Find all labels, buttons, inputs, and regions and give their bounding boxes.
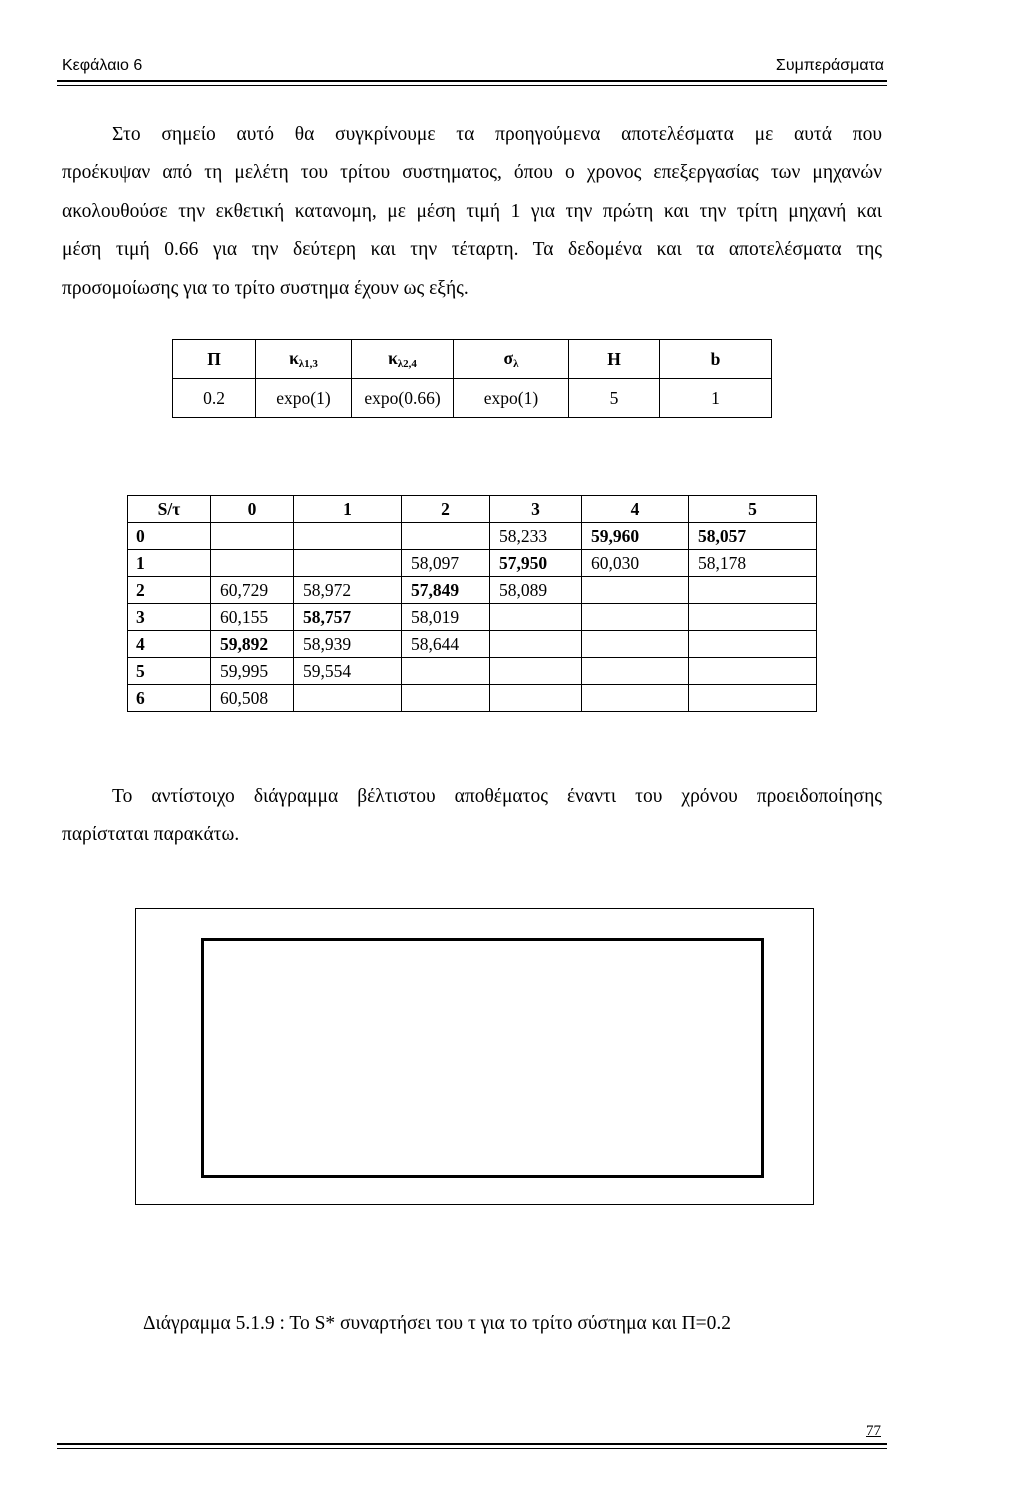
table-cell: 58,019 (402, 604, 490, 631)
table-cell (402, 685, 490, 712)
table-row (128, 604, 817, 631)
row-header-cell: 5 (128, 658, 211, 685)
results-header-cell: 0 (211, 496, 294, 523)
table-cell (689, 604, 817, 631)
table-cell: 58,097 (402, 550, 490, 577)
table-cell (582, 577, 689, 604)
table-row (128, 631, 817, 658)
param-header-cell: $\kappa_{\lambda 1,3}$ (256, 340, 352, 379)
table-cell (294, 523, 402, 550)
table-cell (402, 658, 490, 685)
results-header-cell: 3 (490, 496, 582, 523)
diagram-intro-line: Το αντίστοιχο διάγραμμα βέλτιστου αποθέματος έναντι του χρόνου προειδοποίησης (112, 786, 882, 807)
param-header-cell: Π (173, 340, 256, 379)
table-cell (211, 550, 294, 577)
results-header-row (128, 496, 817, 523)
header-section: Συμπεράσματα (775, 57, 884, 74)
param-value-cell: 0.2 (173, 379, 256, 418)
diagram-intro (62, 778, 882, 855)
table-cell: 58,233 (490, 523, 582, 550)
table-cell: 58,644 (402, 631, 490, 658)
table-cell: 60,155 (211, 604, 294, 631)
intro-line: ακολουθούσε την εκθετική κατανομη, με μέση τιμή 1 για την πρώτη και την τρίτη μηχανή και (62, 200, 882, 222)
footer-rule-thin (57, 1448, 887, 1449)
intro-paragraph (62, 116, 882, 308)
results-header-cell: 5 (689, 496, 817, 523)
page-number: 77 (866, 1423, 881, 1439)
table-cell: 59,892 (211, 631, 294, 658)
table-cell (689, 685, 817, 712)
table-cell (211, 523, 294, 550)
table-cell: 58,089 (490, 577, 582, 604)
param-header-cell: $\sigma_\lambda$ (454, 340, 569, 379)
table-cell: 60,729 (211, 577, 294, 604)
table-cell (294, 685, 402, 712)
table-cell (490, 685, 582, 712)
table-row (128, 658, 817, 685)
param-header-cell: b (660, 340, 772, 379)
table-cell: 59,995 (211, 658, 294, 685)
intro-line: Στο σημείο αυτό θα συγκρίνουμε τα προηγούμενα αποτελέσματα με αυτά που (112, 124, 882, 145)
table-cell (582, 658, 689, 685)
table-cell: 57,849 (402, 577, 490, 604)
diagram-plot-area (201, 938, 764, 1178)
results-table (127, 495, 817, 712)
intro-line: προσομοίωσης για το τρίτο συστημα έχουν ως εξής. (62, 277, 469, 299)
table-cell (582, 631, 689, 658)
table-row (128, 523, 817, 550)
param-value-cell: 1 (660, 379, 772, 418)
diagram-caption: Διάγραμμα 5.1.9 : Το S* συναρτήσει του τ για το τρίτο σύστημα και Π=0.2 (143, 1313, 732, 1334)
table-cell: 58,757 (294, 604, 402, 631)
table-cell (490, 658, 582, 685)
header-rule (57, 80, 887, 82)
table-cell: 57,950 (490, 550, 582, 577)
intro-line: προέκυψαν από τη μελέτη του τρίτου συστηματος, όπου ο χρονος επεξεργασίας των μηχανών (62, 162, 882, 184)
table-row (128, 550, 817, 577)
table-cell: 58,178 (689, 550, 817, 577)
param-value-cell: expo(0.66) (352, 379, 454, 418)
table-cell: 59,554 (294, 658, 402, 685)
param-value-cell: expo(1) (256, 379, 352, 418)
row-header-cell: 1 (128, 550, 211, 577)
table-cell: 60,508 (211, 685, 294, 712)
table-cell: 59,960 (582, 523, 689, 550)
param-header-cell: H (569, 340, 660, 379)
table-row (128, 685, 817, 712)
results-header-cell: S/τ (128, 496, 211, 523)
intro-line: μέση τιμή 0.66 για την δεύτερη και την τέταρτη. Τα δεδομένα και τα αποτελέσματα της (62, 239, 882, 261)
parameters-header-row (173, 340, 772, 379)
footer-rule (57, 1443, 887, 1445)
table-cell (490, 604, 582, 631)
parameters-value-row (173, 379, 772, 418)
param-value-cell: 5 (569, 379, 660, 418)
table-cell (689, 658, 817, 685)
header-rule-thin (57, 85, 887, 86)
results-header-cell: 2 (402, 496, 490, 523)
table-cell: 58,972 (294, 577, 402, 604)
table-cell: 58,057 (689, 523, 817, 550)
table-cell (689, 577, 817, 604)
results-header-cell: 4 (582, 496, 689, 523)
table-cell (582, 604, 689, 631)
row-header-cell: 3 (128, 604, 211, 631)
row-header-cell: 0 (128, 523, 211, 550)
table-cell: 60,030 (582, 550, 689, 577)
table-cell (402, 523, 490, 550)
results-header-cell: 1 (294, 496, 402, 523)
param-value-cell: expo(1) (454, 379, 569, 418)
table-row (128, 577, 817, 604)
parameters-table (172, 339, 772, 418)
table-cell: 58,939 (294, 631, 402, 658)
header-chapter: Κεφάλαιο 6 (62, 57, 143, 74)
table-cell (689, 631, 817, 658)
param-header-cell: $\kappa_{\lambda 2,4}$ (352, 340, 454, 379)
diagram-intro-line: παρίσταται παρακάτω. (62, 824, 240, 846)
row-header-cell: 4 (128, 631, 211, 658)
table-cell (582, 685, 689, 712)
table-cell (294, 550, 402, 577)
table-cell (490, 631, 582, 658)
row-header-cell: 2 (128, 577, 211, 604)
row-header-cell: 6 (128, 685, 211, 712)
